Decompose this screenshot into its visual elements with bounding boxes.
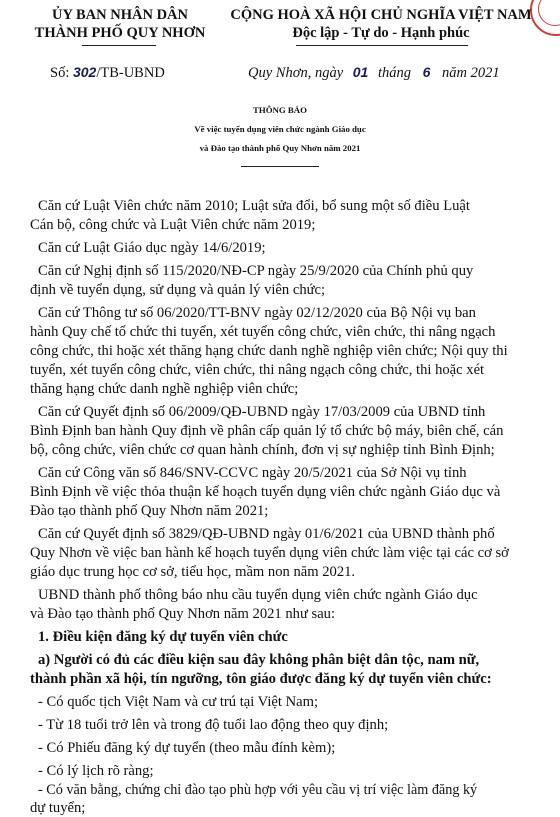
condition-item: - Có lý lịch rõ ràng; [38,763,154,779]
basis-line: Quy Nhơn về việc ban hành kế hoạch tuyển dụng viên chức làm việc tại các cơ sở [30,545,509,561]
basis-line: Căn cứ Quyết định số 06/2009/QĐ-UBND ngày 17/03/2009 của UBND tỉnh [38,404,486,420]
date-prefix: Quy Nhơn, ngày [248,65,344,81]
date-year: năm 2021 [442,65,500,81]
basis-line: định về tuyển dụng, sử dụng và quản lý viên chức; [30,282,326,298]
document-number [50,64,165,82]
basis-line: giáo dục trung học cơ sở, tiểu học, mầm non năm 2021. [30,564,356,580]
motto-underline [296,45,468,46]
basis-line: Bình Định ban hành Quy định về phân cấp quản lý tổ chức bộ máy, biên chế, cán [30,423,504,439]
basis-line: Căn cứ Thông tư số 06/2020/TT-BNV ngày 02/12/2020 của Bộ Nội vụ ban [38,305,476,321]
national-motto: Độc lập - Tự do - Hạnh phúc [292,25,470,41]
condition-item: dự tuyển; [30,800,86,816]
document-date [248,64,500,82]
basis-line: Đào tạo thành phố Quy Nhơn năm 2021; [30,503,269,519]
condition-item: - Từ 18 tuổi trở lên và trong độ tuổi lao động theo quy định; [38,717,389,733]
agency-underline [82,45,156,46]
basis-line: Căn cứ Quyết định số 3829/QĐ-UBND ngày 01/6/2021 của UBND thành phố [38,526,495,542]
national-name: CỘNG HOÀ XÃ HỘI CHỦ NGHĨA VIỆT NAM [230,7,532,23]
basis-line: Căn cứ Luật Giáo dục ngày 14/6/2019; [38,240,266,256]
title-underline [241,166,319,167]
basis-line: Căn cứ Nghị định số 115/2020/NĐ-CP ngày 25/9/2020 của Chính phủ quy [38,263,474,279]
condition-item: - Có quốc tịch Việt Nam và cư trú tại Việt Nam; [38,694,318,710]
subsection-heading: a) Người có đủ các điều kiện sau đây không phân biệt dân tộc, nam nữ, [38,652,480,668]
basis-line: bộ, công chức, viên chức cơ quan hành chính, đơn vị sự nghiệp tỉnh Bình Định; [30,442,495,458]
agency-city: THÀNH PHỐ QUY NHƠN [34,25,206,41]
announcement-line: UBND thành phố thông báo nhu cầu tuyển dụng viên chức ngành Giáo dục [38,587,478,603]
basis-line: Căn cứ Luật Viên chức năm 2010; Luật sửa đổi, bổ sung một số điều Luật [38,198,470,214]
condition-item: - Có Phiếu đăng ký dự tuyển (theo mẫu đính kèm); [38,740,336,756]
announcement-line: và Đào tạo thành phố Quy Nhơn năm 2021 như sau: [30,606,336,622]
basis-line: công chức, thi hoặc xét thăng hạng chức danh nghề nghiệp viên chức; Nội quy thi [30,343,508,359]
basis-line: Bình Định về việc thỏa thuận kế hoạch tuyển dụng viên chức ngành Giáo dục và [30,484,501,500]
section-heading: 1. Điều kiện đăng ký dự tuyển viên chức [38,629,288,645]
notice-title: THÔNG BÁO [252,105,307,115]
basis-line: tuyển, xét tuyển công chức, viên chức, thi nâng ngạch công chức, thi hoặc xét [30,362,485,378]
doc-number-prefix: Số: [50,65,70,81]
basis-line: thăng hạng chức danh nghề nghiệp viên chức; [30,381,299,397]
date-month-handwritten: 6 [422,64,431,80]
doc-number-suffix: /TB-UBND [96,65,165,81]
basis-line: Căn cứ Công văn số 846/SNV-CCVC ngày 20/5/2021 của Sở Nội vụ tỉnh [38,465,467,481]
subsection-heading: thành phần xã hội, tín ngưỡng, tôn giáo được đăng ký dự tuyển viên chức: [30,671,492,687]
date-day-handwritten: 01 [352,64,369,80]
doc-number-handwritten: 302 [72,64,97,80]
notice-subtitle-line1: Về việc tuyển dụng viên chức ngành Giáo dục [194,124,366,134]
notice-subtitle-line2: và Đào tạo thành phố Quy Nhơn năm 2021 [199,143,361,153]
agency-name: ỦY BAN NHÂN DÂN [51,7,188,23]
basis-line: hành Quy chế tổ chức thi tuyển, xét tuyển công chức, viên chức, thi nâng ngạch [30,324,496,340]
condition-item: - Có văn bằng, chứng chỉ đào tạo phù hợp với yêu cầu vị trí việc làm đăng ký [38,782,478,798]
date-month-label: tháng [377,65,411,81]
basis-line: Cán bộ, công chức và Luật Viên chức năm 2019; [30,217,316,233]
